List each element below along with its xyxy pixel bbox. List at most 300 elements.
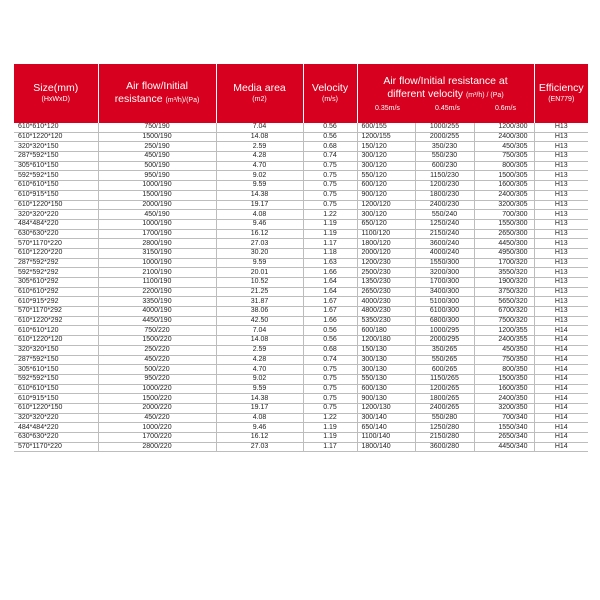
cell-045: 1800/230 [415, 190, 474, 200]
cell-media-area: 4.70 [216, 365, 303, 375]
cell-060: 3200/305 [474, 200, 534, 210]
cell-media-area: 4.70 [216, 161, 303, 171]
cell-size: 610*915*292 [14, 297, 98, 307]
cell-060: 2400/350 [474, 394, 534, 404]
cell-035: 600/155 [357, 123, 415, 132]
cell-060: 450/305 [474, 142, 534, 152]
cell-045: 550/265 [415, 355, 474, 365]
cell-media-area: 14.08 [216, 336, 303, 346]
table-row [14, 413, 588, 423]
cell-media-area: 9.46 [216, 219, 303, 229]
cell-media-area: 27.03 [216, 239, 303, 249]
cell-045: 550/230 [415, 152, 474, 162]
cell-size: 570*1170*220 [14, 239, 98, 249]
cell-size: 610*1220*292 [14, 316, 98, 326]
cell-media-area: 10.52 [216, 278, 303, 288]
cell-045: 3600/240 [415, 239, 474, 249]
cell-060: 800/350 [474, 365, 534, 375]
cell-airflow: 4000/190 [98, 307, 216, 317]
cell-size: 484*484*220 [14, 219, 98, 229]
header-velocity-label: Velocity [311, 82, 349, 94]
cell-045: 2400/230 [415, 200, 474, 210]
cell-velocity: 0.56 [303, 336, 357, 346]
cell-efficiency: H14 [534, 394, 588, 404]
cell-airflow: 750/190 [98, 123, 216, 132]
cell-media-area: 30.20 [216, 248, 303, 258]
cell-airflow: 2000/190 [98, 200, 216, 210]
cell-035: 650/120 [357, 219, 415, 229]
cell-airflow: 4450/190 [98, 316, 216, 326]
cell-size: 610*610*292 [14, 287, 98, 297]
cell-efficiency: H13 [534, 297, 588, 307]
cell-efficiency: H13 [534, 307, 588, 317]
header-size-label: Size(mm) [33, 82, 79, 94]
cell-045: 1150/230 [415, 171, 474, 181]
header-size-sub: (HxWxD) [41, 96, 70, 103]
cell-media-area: 9.02 [216, 374, 303, 384]
cell-airflow: 1000/220 [98, 384, 216, 394]
cell-045: 3600/280 [415, 442, 474, 452]
cell-size: 610*610*150 [14, 384, 98, 394]
cell-size: 610*1220*150 [14, 403, 98, 413]
cell-060: 450/350 [474, 345, 534, 355]
cell-size: 320*320*220 [14, 413, 98, 423]
cell-media-area: 14.38 [216, 394, 303, 404]
cell-035: 1200/120 [357, 200, 415, 210]
cell-035: 1200/230 [357, 258, 415, 268]
cell-045: 5100/300 [415, 297, 474, 307]
cell-060: 4950/300 [474, 248, 534, 258]
cell-airflow: 450/190 [98, 210, 216, 220]
cell-airflow: 1000/190 [98, 219, 216, 229]
spec-sheet [14, 64, 588, 452]
cell-velocity: 0.75 [303, 171, 357, 181]
cell-size: 305*610*292 [14, 278, 98, 288]
cell-045: 600/230 [415, 161, 474, 171]
header-efficiency-sub: (EN779) [548, 96, 575, 103]
table-row [14, 239, 588, 249]
cell-airflow: 3150/190 [98, 248, 216, 258]
cell-035: 1800/120 [357, 239, 415, 249]
header-airflow-unit: (m³/h)/(Pa) [165, 97, 200, 104]
table-row [14, 355, 588, 365]
cell-045: 6800/300 [415, 316, 474, 326]
cell-velocity: 1.22 [303, 413, 357, 423]
cell-060: 700/300 [474, 210, 534, 220]
cell-size: 484*484*220 [14, 423, 98, 433]
table-row [14, 307, 588, 317]
cell-airflow: 2100/190 [98, 268, 216, 278]
cell-efficiency: H13 [534, 132, 588, 142]
cell-060: 1550/340 [474, 423, 534, 433]
cell-035: 300/120 [357, 210, 415, 220]
header-v1: 0.35m/s [375, 105, 400, 112]
header-size [14, 64, 98, 123]
cell-efficiency: H13 [534, 268, 588, 278]
cell-velocity: 0.68 [303, 142, 357, 152]
cell-size: 305*610*150 [14, 161, 98, 171]
cell-airflow: 1500/190 [98, 190, 216, 200]
table-row [14, 384, 588, 394]
cell-airflow: 250/220 [98, 345, 216, 355]
cell-media-area: 21.25 [216, 287, 303, 297]
cell-velocity: 0.75 [303, 384, 357, 394]
table-row [14, 403, 588, 413]
cell-045: 1250/280 [415, 423, 474, 433]
cell-efficiency: H14 [534, 413, 588, 423]
header-airflow [98, 64, 216, 123]
cell-045: 1000/295 [415, 326, 474, 336]
cell-media-area: 7.04 [216, 123, 303, 132]
cell-045: 350/265 [415, 345, 474, 355]
table-row [14, 190, 588, 200]
cell-045: 1700/300 [415, 278, 474, 288]
cell-035: 300/120 [357, 161, 415, 171]
cell-airflow: 500/220 [98, 365, 216, 375]
cell-size: 592*592*150 [14, 171, 98, 181]
table-header [14, 64, 588, 123]
cell-media-area: 9.02 [216, 171, 303, 181]
cell-airflow: 450/190 [98, 152, 216, 162]
cell-velocity: 1.19 [303, 433, 357, 443]
cell-airflow: 950/220 [98, 374, 216, 384]
cell-airflow: 1500/220 [98, 394, 216, 404]
table-row [14, 219, 588, 229]
cell-media-area: 7.04 [216, 326, 303, 336]
cell-efficiency: H13 [534, 258, 588, 268]
cell-size: 630*630*220 [14, 229, 98, 239]
cell-045: 350/230 [415, 142, 474, 152]
cell-045: 1000/255 [415, 123, 474, 132]
cell-media-area: 38.06 [216, 307, 303, 317]
table-row [14, 287, 588, 297]
cell-035: 150/120 [357, 142, 415, 152]
cell-045: 3400/300 [415, 287, 474, 297]
cell-media-area: 19.17 [216, 403, 303, 413]
cell-velocity: 1.66 [303, 316, 357, 326]
cell-velocity: 0.75 [303, 200, 357, 210]
cell-airflow: 750/220 [98, 326, 216, 336]
cell-airflow: 250/190 [98, 142, 216, 152]
cell-airflow: 1100/190 [98, 278, 216, 288]
cell-efficiency: H13 [534, 123, 588, 132]
cell-035: 1100/140 [357, 433, 415, 443]
filter-spec-table [14, 64, 588, 452]
cell-media-area: 16.12 [216, 229, 303, 239]
table-row [14, 268, 588, 278]
cell-media-area: 31.87 [216, 297, 303, 307]
cell-efficiency: H14 [534, 326, 588, 336]
table-body [14, 123, 588, 452]
table-row [14, 248, 588, 258]
table-row [14, 394, 588, 404]
cell-airflow: 450/220 [98, 413, 216, 423]
cell-velocity: 0.75 [303, 365, 357, 375]
cell-velocity: 1.17 [303, 442, 357, 452]
cell-media-area: 20.01 [216, 268, 303, 278]
table-row [14, 297, 588, 307]
cell-airflow: 500/190 [98, 161, 216, 171]
cell-media-area: 19.17 [216, 200, 303, 210]
cell-media-area: 9.59 [216, 258, 303, 268]
cell-size: 630*630*220 [14, 433, 98, 443]
cell-efficiency: H14 [534, 433, 588, 443]
cell-airflow: 1000/190 [98, 258, 216, 268]
cell-035: 1350/230 [357, 278, 415, 288]
cell-045: 1800/265 [415, 394, 474, 404]
cell-size: 287*592*292 [14, 258, 98, 268]
cell-velocity: 0.56 [303, 123, 357, 132]
cell-efficiency: H13 [534, 171, 588, 181]
cell-060: 750/350 [474, 355, 534, 365]
cell-airflow: 1700/220 [98, 433, 216, 443]
cell-060: 4450/300 [474, 239, 534, 249]
cell-airflow: 450/220 [98, 355, 216, 365]
cell-efficiency: H13 [534, 229, 588, 239]
cell-velocity: 0.75 [303, 394, 357, 404]
cell-060: 4450/340 [474, 442, 534, 452]
cell-velocity: 1.66 [303, 268, 357, 278]
cell-060: 2650/300 [474, 229, 534, 239]
cell-velocity: 0.74 [303, 152, 357, 162]
cell-035: 550/120 [357, 171, 415, 181]
cell-airflow: 1500/220 [98, 336, 216, 346]
cell-media-area: 9.46 [216, 423, 303, 433]
cell-045: 2400/265 [415, 403, 474, 413]
cell-airflow: 1500/190 [98, 132, 216, 142]
header-media-label: Media area [233, 82, 286, 94]
header-velocity-sub: (m/s) [322, 96, 338, 103]
cell-media-area: 27.03 [216, 442, 303, 452]
header-efficiency [534, 64, 588, 123]
header-airflow-line1: Air flow/Initial [126, 80, 188, 92]
cell-airflow: 1700/190 [98, 229, 216, 239]
cell-060: 2400/355 [474, 336, 534, 346]
cell-035: 4800/230 [357, 307, 415, 317]
cell-efficiency: H14 [534, 336, 588, 346]
cell-velocity: 1.63 [303, 258, 357, 268]
cell-060: 1500/305 [474, 171, 534, 181]
cell-airflow: 1000/190 [98, 181, 216, 191]
table-row [14, 433, 588, 443]
cell-efficiency: H13 [534, 190, 588, 200]
cell-velocity: 0.75 [303, 181, 357, 191]
cell-efficiency: H13 [534, 210, 588, 220]
cell-045: 1150/265 [415, 374, 474, 384]
table-row [14, 374, 588, 384]
cell-size: 610*610*150 [14, 181, 98, 191]
cell-airflow: 950/190 [98, 171, 216, 181]
table-row [14, 442, 588, 452]
cell-045: 1250/240 [415, 219, 474, 229]
cell-060: 3200/350 [474, 403, 534, 413]
cell-060: 2650/340 [474, 433, 534, 443]
table-row [14, 278, 588, 288]
cell-035: 1200/155 [357, 132, 415, 142]
cell-media-area: 4.08 [216, 210, 303, 220]
cell-size: 570*1170*220 [14, 442, 98, 452]
table-row [14, 258, 588, 268]
cell-airflow: 3350/190 [98, 297, 216, 307]
header-airflow-line2: resistance [114, 93, 163, 105]
table-row [14, 316, 588, 326]
cell-035: 900/130 [357, 394, 415, 404]
cell-045: 2000/255 [415, 132, 474, 142]
table-row [14, 123, 588, 132]
cell-velocity: 1.17 [303, 239, 357, 249]
cell-velocity: 0.56 [303, 326, 357, 336]
cell-efficiency: H13 [534, 316, 588, 326]
cell-035: 900/120 [357, 190, 415, 200]
cell-045: 550/280 [415, 413, 474, 423]
cell-size: 320*320*150 [14, 345, 98, 355]
table-row [14, 423, 588, 433]
cell-035: 1800/140 [357, 442, 415, 452]
cell-045: 2150/240 [415, 229, 474, 239]
cell-060: 750/305 [474, 152, 534, 162]
table-row [14, 142, 588, 152]
cell-velocity: 0.75 [303, 190, 357, 200]
table-row [14, 181, 588, 191]
cell-035: 5350/230 [357, 316, 415, 326]
cell-060: 6700/320 [474, 307, 534, 317]
cell-035: 300/120 [357, 152, 415, 162]
cell-airflow: 2800/220 [98, 442, 216, 452]
table-row [14, 161, 588, 171]
cell-velocity: 0.75 [303, 374, 357, 384]
table-row [14, 336, 588, 346]
cell-velocity: 0.75 [303, 161, 357, 171]
cell-060: 3750/320 [474, 287, 534, 297]
table-row [14, 365, 588, 375]
cell-060: 7500/320 [474, 316, 534, 326]
cell-velocity: 0.56 [303, 132, 357, 142]
cell-060: 5650/320 [474, 297, 534, 307]
cell-060: 2400/300 [474, 132, 534, 142]
cell-efficiency: H14 [534, 374, 588, 384]
cell-060: 2400/305 [474, 190, 534, 200]
cell-efficiency: H13 [534, 219, 588, 229]
cell-035: 300/140 [357, 413, 415, 423]
header-diff-line1: Air flow/Initial resistance at [383, 75, 508, 87]
cell-efficiency: H13 [534, 239, 588, 249]
cell-velocity: 1.67 [303, 307, 357, 317]
cell-efficiency: H13 [534, 152, 588, 162]
cell-airflow: 1000/220 [98, 423, 216, 433]
cell-045: 4000/240 [415, 248, 474, 258]
cell-035: 4000/230 [357, 297, 415, 307]
cell-media-area: 14.38 [216, 190, 303, 200]
cell-velocity: 0.75 [303, 403, 357, 413]
cell-media-area: 42.50 [216, 316, 303, 326]
cell-060: 1600/305 [474, 181, 534, 191]
cell-060: 1500/350 [474, 374, 534, 384]
cell-060: 1200/355 [474, 326, 534, 336]
header-media-sub: (m2) [252, 96, 267, 103]
cell-045: 550/240 [415, 210, 474, 220]
cell-045: 600/265 [415, 365, 474, 375]
table-row [14, 200, 588, 210]
cell-035: 300/130 [357, 365, 415, 375]
cell-velocity: 1.18 [303, 248, 357, 258]
cell-velocity: 0.74 [303, 355, 357, 365]
cell-035: 650/140 [357, 423, 415, 433]
header-diff-velocity [357, 64, 534, 123]
cell-media-area: 9.59 [216, 384, 303, 394]
cell-035: 300/130 [357, 355, 415, 365]
cell-060: 1700/320 [474, 258, 534, 268]
cell-045: 3200/300 [415, 268, 474, 278]
cell-size: 287*592*150 [14, 152, 98, 162]
cell-efficiency: H14 [534, 345, 588, 355]
cell-035: 1200/130 [357, 403, 415, 413]
cell-size: 610*915*150 [14, 190, 98, 200]
cell-velocity: 1.67 [303, 297, 357, 307]
cell-media-area: 9.59 [216, 181, 303, 191]
header-media [216, 64, 303, 123]
cell-035: 1100/120 [357, 229, 415, 239]
cell-size: 610*610*120 [14, 123, 98, 132]
cell-efficiency: H13 [534, 181, 588, 191]
cell-size: 610*1220*120 [14, 336, 98, 346]
table-row [14, 229, 588, 239]
cell-size: 610*1220*150 [14, 200, 98, 210]
cell-efficiency: H14 [534, 355, 588, 365]
cell-size: 592*592*292 [14, 268, 98, 278]
table-row [14, 132, 588, 142]
cell-velocity: 1.22 [303, 210, 357, 220]
cell-velocity: 1.64 [303, 278, 357, 288]
cell-airflow: 2200/190 [98, 287, 216, 297]
cell-060: 1900/320 [474, 278, 534, 288]
cell-060: 800/305 [474, 161, 534, 171]
header-diff-unit: (m³/h) / (Pa) [465, 92, 504, 99]
cell-velocity: 1.64 [303, 287, 357, 297]
cell-045: 1550/300 [415, 258, 474, 268]
cell-060: 1200/300 [474, 123, 534, 132]
table-row [14, 171, 588, 181]
cell-airflow: 2800/190 [98, 239, 216, 249]
cell-size: 287*592*150 [14, 355, 98, 365]
cell-velocity: 1.19 [303, 229, 357, 239]
cell-045: 1200/265 [415, 384, 474, 394]
cell-060: 3550/320 [474, 268, 534, 278]
cell-035: 600/130 [357, 384, 415, 394]
cell-045: 1200/230 [415, 181, 474, 191]
header-efficiency-label: Efficiency [538, 82, 584, 94]
cell-efficiency: H13 [534, 142, 588, 152]
cell-060: 1550/300 [474, 219, 534, 229]
cell-efficiency: H14 [534, 384, 588, 394]
header-diff-line2: different velocity [387, 88, 464, 100]
cell-media-area: 2.59 [216, 345, 303, 355]
cell-035: 600/120 [357, 181, 415, 191]
header-v2: 0.45m/s [435, 105, 460, 112]
cell-060: 1600/350 [474, 384, 534, 394]
cell-size: 305*610*150 [14, 365, 98, 375]
table-row [14, 152, 588, 162]
cell-size: 592*592*150 [14, 374, 98, 384]
cell-035: 2650/230 [357, 287, 415, 297]
cell-efficiency: H13 [534, 248, 588, 258]
header-v3: 0.6m/s [494, 105, 516, 112]
cell-media-area: 2.59 [216, 142, 303, 152]
cell-efficiency: H13 [534, 278, 588, 288]
cell-size: 610*610*120 [14, 326, 98, 336]
cell-media-area: 4.28 [216, 152, 303, 162]
table-row [14, 210, 588, 220]
cell-035: 600/180 [357, 326, 415, 336]
